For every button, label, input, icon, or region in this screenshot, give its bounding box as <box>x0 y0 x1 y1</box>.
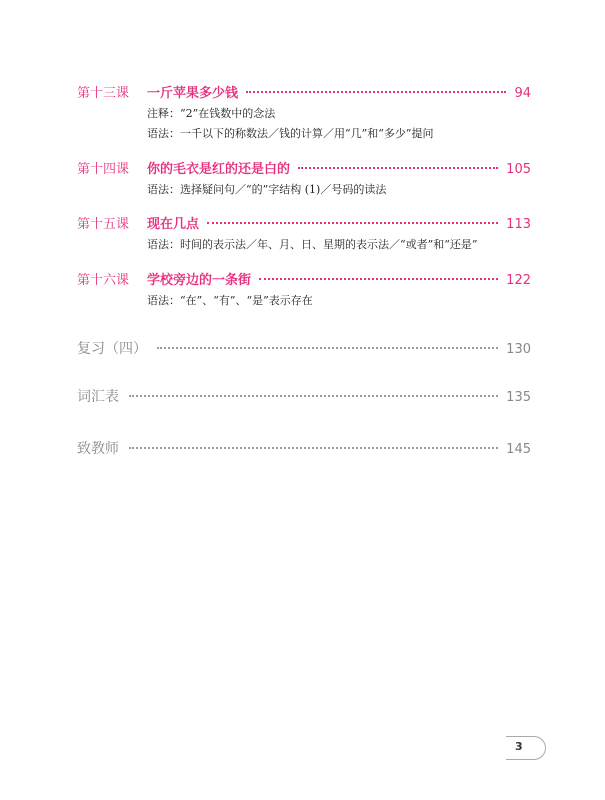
toc-lesson-13 <box>77 84 531 144</box>
lesson-page-number: 113 <box>506 217 531 232</box>
lesson-number: 第十三课 <box>77 86 130 101</box>
lesson-grammar-line: 语法：选择疑问句／“的”字结构 (1)／号码的读法 <box>147 183 387 196</box>
lesson-grammar-line: 语法：一千以下的称数法／钱的计算／用“几”和“多少”提问 <box>147 127 434 140</box>
page-number: 3 <box>515 740 523 753</box>
lesson-grammar-line: 语法：“在”、“有”、“是”表示存在 <box>147 294 313 307</box>
lesson-grammar-line: 语法：时间的表示法／年、月、日、星期的表示法／“或者”和“还是” <box>147 238 478 251</box>
section-title: 致教师 <box>77 441 119 457</box>
dot-leader <box>207 222 498 224</box>
section-page-number: 145 <box>506 442 531 457</box>
lesson-page-number: 94 <box>514 86 531 101</box>
lesson-heading[interactable] <box>77 215 531 235</box>
toc-lesson-16 <box>77 271 531 311</box>
section-page-number: 130 <box>506 342 531 357</box>
toc-section-vocabulary[interactable] <box>77 386 531 408</box>
dot-leader <box>298 167 498 169</box>
dot-leader <box>157 347 498 349</box>
toc-lesson-14 <box>77 160 531 200</box>
toc-section-review-4[interactable] <box>77 338 531 360</box>
lesson-number: 第十五课 <box>77 217 130 232</box>
lesson-number: 第十六课 <box>77 273 130 288</box>
section-title: 词汇表 <box>77 389 119 405</box>
dot-leader <box>129 447 498 449</box>
section-page-number: 135 <box>506 390 531 405</box>
toc-lesson-15 <box>77 215 531 255</box>
dot-leader <box>129 395 498 397</box>
lesson-number: 第十四课 <box>77 162 130 177</box>
toc-section-to-teachers[interactable] <box>77 438 531 460</box>
page-number-badge <box>506 736 546 760</box>
dot-leader <box>246 91 506 93</box>
lesson-heading[interactable] <box>77 271 531 291</box>
lesson-page-number: 105 <box>506 162 531 177</box>
lesson-page-number: 122 <box>506 273 531 288</box>
lesson-title: 你的毛衣是红的还是白的 <box>147 162 291 177</box>
dot-leader <box>259 278 498 280</box>
lesson-note-line: 注释：“2”在钱数中的念法 <box>147 107 276 120</box>
lesson-heading[interactable] <box>77 84 531 104</box>
lesson-title: 现在几点 <box>147 217 200 232</box>
lesson-heading[interactable] <box>77 160 531 180</box>
lesson-title: 学校旁边的一条街 <box>147 273 252 288</box>
lesson-title: 一斤苹果多少钱 <box>147 86 239 101</box>
section-title: 复习（四） <box>77 341 147 357</box>
